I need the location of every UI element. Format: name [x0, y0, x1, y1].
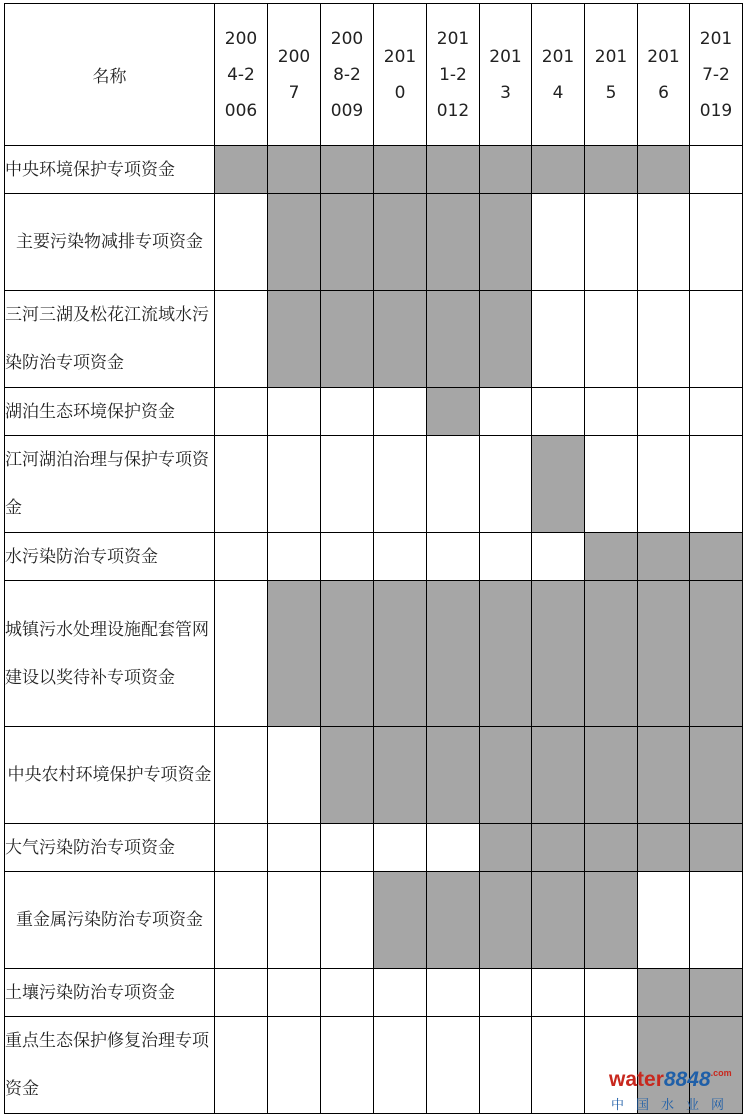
period-cell-active [321, 194, 374, 291]
period-cell-empty [638, 388, 690, 436]
year-header-line: 200 [224, 28, 258, 49]
fund-name-cell [5, 727, 215, 824]
period-cell-active [321, 146, 374, 194]
table-row [5, 824, 743, 872]
period-cell-active [585, 824, 638, 872]
period-cell-active [480, 291, 532, 388]
period-cell-empty [690, 872, 743, 969]
period-cell-active [638, 727, 690, 824]
period-cell-empty [321, 872, 374, 969]
period-cell-empty [374, 436, 427, 533]
year-header-line: 009 [330, 100, 364, 121]
fund-name: 主要污染物减排专项资金 [16, 232, 203, 252]
year-column-header [268, 4, 321, 146]
period-cell-empty [215, 872, 268, 969]
table-row [5, 872, 743, 969]
period-cell-active [427, 727, 480, 824]
name-column-header: 名称 [5, 4, 215, 146]
period-cell-empty [690, 146, 743, 194]
period-cell-empty [321, 533, 374, 581]
period-cell-empty [480, 388, 532, 436]
period-cell-empty [321, 436, 374, 533]
period-cell-active [532, 824, 585, 872]
year-header-line: 201 [489, 46, 522, 67]
period-cell-active [532, 581, 585, 727]
period-cell-active [321, 581, 374, 727]
period-cell-empty [321, 1017, 374, 1114]
funding-timeline-table [4, 3, 743, 1114]
period-cell-active [585, 533, 638, 581]
fund-name-cell [5, 436, 215, 533]
period-cell-active [532, 146, 585, 194]
period-cell-empty [480, 1017, 532, 1114]
year-header-line: 6 [658, 82, 669, 103]
period-cell-active [268, 291, 321, 388]
fund-name-cell [5, 1017, 215, 1114]
period-cell-active [268, 194, 321, 291]
period-cell-empty [532, 533, 585, 581]
period-cell-empty [321, 388, 374, 436]
fund-name: 大气污染防治专项资金 [5, 837, 175, 858]
period-cell-empty [427, 824, 480, 872]
period-cell-empty [268, 872, 321, 969]
period-cell-active [585, 581, 638, 727]
period-cell-empty [374, 824, 427, 872]
period-cell-empty [585, 388, 638, 436]
period-cell-empty [585, 436, 638, 533]
fund-name-cell [5, 194, 215, 291]
period-cell-empty [480, 533, 532, 581]
period-cell-active [480, 727, 532, 824]
period-cell-empty [638, 872, 690, 969]
fund-name-cell [5, 146, 215, 194]
fund-name: 中央农村环境保护专项资金 [7, 765, 212, 785]
year-header-line: 8-2 [333, 64, 361, 85]
period-cell-empty [427, 533, 480, 581]
period-cell-empty [532, 1017, 585, 1114]
period-cell-empty [215, 1017, 268, 1114]
watermark-cn-text: 中国水业网 [611, 1098, 737, 1113]
period-cell-active [321, 727, 374, 824]
period-cell-active [427, 291, 480, 388]
period-cell-empty [321, 969, 374, 1017]
year-column-header [638, 4, 690, 146]
period-cell-active [532, 727, 585, 824]
period-cell-active [480, 581, 532, 727]
table-row [5, 533, 743, 581]
period-cell-empty [480, 436, 532, 533]
fund-name: 重点生态保护修复治理专项资金 [5, 1031, 209, 1099]
table-row [5, 388, 743, 436]
year-header-line: 201 [594, 46, 628, 67]
period-cell-empty [427, 436, 480, 533]
period-cell-empty [690, 291, 743, 388]
period-cell-active [690, 581, 743, 727]
period-cell-empty [268, 1017, 321, 1114]
fund-name: 重金属污染防治专项资金 [16, 910, 203, 930]
period-cell-empty [585, 194, 638, 291]
period-cell-empty [268, 824, 321, 872]
period-cell-active [480, 194, 532, 291]
year-column-header [321, 4, 374, 146]
period-cell-empty [215, 436, 268, 533]
period-cell-active [480, 872, 532, 969]
period-cell-active [374, 581, 427, 727]
period-cell-empty [532, 388, 585, 436]
period-cell-active [427, 872, 480, 969]
fund-name-cell [5, 872, 215, 969]
year-column-header [374, 4, 427, 146]
fund-name-cell [5, 824, 215, 872]
year-header-line: 019 [699, 100, 733, 121]
period-cell-empty [638, 436, 690, 533]
table-row [5, 291, 743, 388]
period-cell-active [427, 388, 480, 436]
period-cell-active [374, 291, 427, 388]
period-cell-empty [215, 727, 268, 824]
year-header-line: 012 [436, 100, 470, 121]
watermark-wordmark: $water8848^{.com}$ [609, 1068, 732, 1091]
year-column-header [585, 4, 638, 146]
year-header-line: 0 [394, 82, 406, 103]
period-cell-active [532, 872, 585, 969]
period-cell-empty [374, 533, 427, 581]
table-body [5, 146, 743, 1114]
period-cell-empty [532, 291, 585, 388]
year-header-line: 5 [605, 82, 617, 103]
fund-name-cell [5, 388, 215, 436]
period-cell-active [690, 727, 743, 824]
period-cell-empty [532, 194, 585, 291]
period-cell-empty [427, 1017, 480, 1114]
fund-name: 江河湖泊治理与保护专项资金 [5, 450, 209, 518]
table-row [5, 194, 743, 291]
period-cell-empty [585, 291, 638, 388]
table-row [5, 969, 743, 1017]
year-header-line: 201 [541, 46, 575, 67]
year-header-line: 3 [500, 82, 511, 103]
period-cell-empty [215, 533, 268, 581]
year-column-header [427, 4, 480, 146]
year-column-header [690, 4, 743, 146]
period-cell-active [374, 727, 427, 824]
year-header-line: 7 [288, 82, 300, 103]
period-cell-active [690, 533, 743, 581]
period-cell-empty [690, 388, 743, 436]
period-cell-empty [638, 194, 690, 291]
period-cell-active [215, 146, 268, 194]
year-header-line: 4-2 [227, 64, 255, 85]
year-header-line: 4 [552, 82, 564, 103]
period-cell-empty [215, 388, 268, 436]
period-cell-empty [690, 194, 743, 291]
period-cell-active [532, 436, 585, 533]
period-cell-empty [690, 436, 743, 533]
period-cell-empty [374, 388, 427, 436]
year-column-header [480, 4, 532, 146]
fund-name: 城镇污水处理设施配套管网建设以奖待补专项资金 [5, 619, 209, 688]
period-cell-active [374, 146, 427, 194]
period-cell-empty [374, 1017, 427, 1114]
fund-name: 水污染防治专项资金 [5, 546, 158, 567]
year-header-line: 200 [330, 28, 364, 49]
period-cell-empty [427, 969, 480, 1017]
period-cell-empty [532, 969, 585, 1017]
period-cell-active [585, 146, 638, 194]
period-cell-active [638, 824, 690, 872]
period-cell-empty [321, 824, 374, 872]
period-cell-active [638, 581, 690, 727]
period-cell-empty [374, 969, 427, 1017]
period-cell-active [268, 146, 321, 194]
period-cell-active [585, 872, 638, 969]
table-row [5, 146, 743, 194]
period-cell-active [638, 146, 690, 194]
period-cell-active [690, 824, 743, 872]
period-cell-empty [215, 194, 268, 291]
period-cell-empty [638, 291, 690, 388]
table-row [5, 581, 743, 727]
period-cell-active [638, 533, 690, 581]
period-cell-empty [268, 969, 321, 1017]
period-cell-empty [215, 291, 268, 388]
period-cell-empty [215, 824, 268, 872]
year-header-line: 201 [436, 28, 470, 49]
period-cell-active [427, 194, 480, 291]
period-cell-empty [215, 969, 268, 1017]
year-header-line: 201 [699, 28, 733, 49]
period-cell-empty [268, 533, 321, 581]
fund-name: 三河三湖及松花江流域水污染防治专项资金 [5, 305, 209, 373]
header-row [5, 4, 743, 146]
year-header-line: 201 [383, 46, 417, 67]
fund-name: 土壤污染防治专项资金 [5, 982, 175, 1003]
period-cell-active [480, 146, 532, 194]
year-header-line: 200 [277, 46, 311, 67]
table-row [5, 436, 743, 533]
period-cell-empty [268, 388, 321, 436]
period-cell-active [374, 872, 427, 969]
table-row [5, 727, 743, 824]
period-cell-active [321, 291, 374, 388]
watermark-logo [609, 1068, 739, 1116]
fund-name-cell [5, 581, 215, 727]
year-column-header [532, 4, 585, 146]
year-column-header [215, 4, 268, 146]
period-cell-active [427, 581, 480, 727]
period-cell-active [585, 727, 638, 824]
period-cell-active [268, 581, 321, 727]
period-cell-empty [480, 969, 532, 1017]
year-header-line: 201 [647, 46, 680, 67]
period-cell-empty [215, 581, 268, 727]
period-cell-empty [585, 969, 638, 1017]
period-cell-empty [268, 727, 321, 824]
period-cell-active [638, 969, 690, 1017]
fund-name-cell [5, 533, 215, 581]
period-cell-empty [268, 436, 321, 533]
year-header-line: 7-2 [702, 64, 730, 85]
year-header-line: 1-2 [439, 64, 467, 85]
fund-name: 湖泊生态环境保护资金 [5, 401, 175, 422]
period-cell-active [690, 969, 743, 1017]
period-cell-active [427, 146, 480, 194]
period-cell-active [480, 824, 532, 872]
fund-name-cell [5, 969, 215, 1017]
fund-name: 中央环境保护专项资金 [5, 159, 175, 180]
fund-name-cell [5, 291, 215, 388]
year-header-line: 006 [224, 100, 258, 121]
period-cell-active [374, 194, 427, 291]
